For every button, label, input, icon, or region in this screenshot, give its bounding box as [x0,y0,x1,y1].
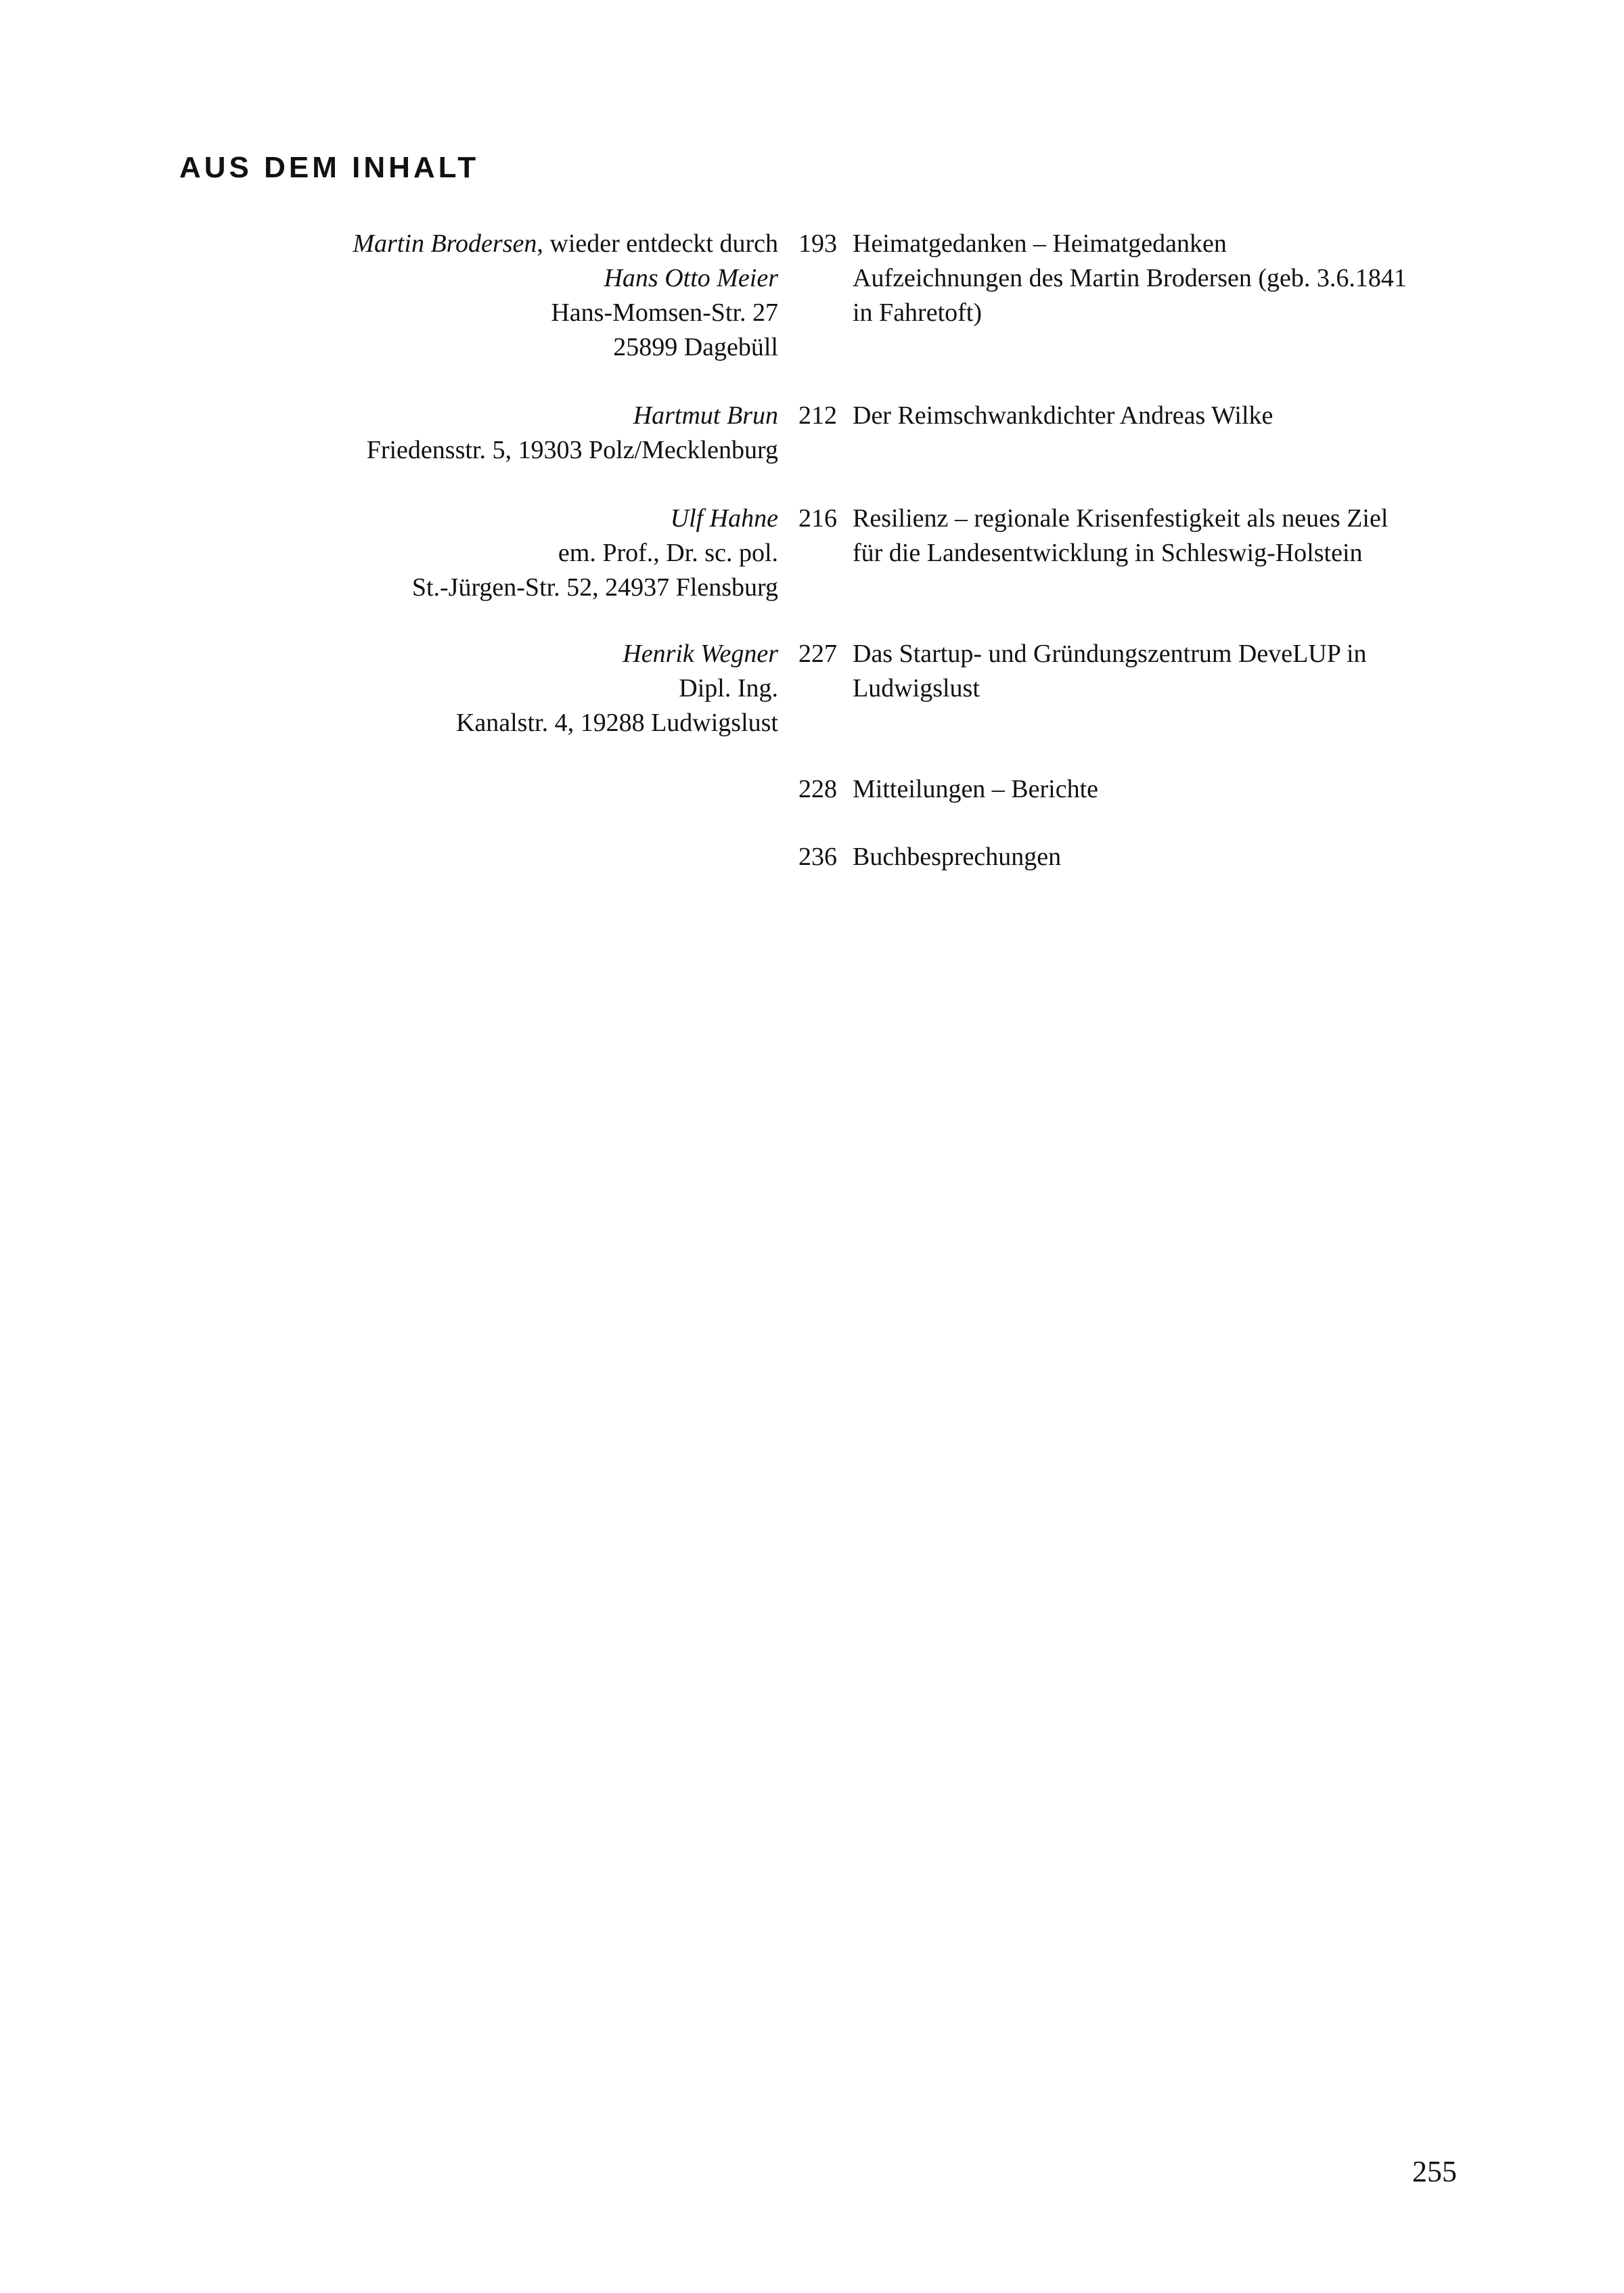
toc-page-number: 236 [798,843,837,871]
author-name: Ulf Hahne [670,504,778,533]
toc-entry [0,502,1624,605]
article-title [840,637,1449,706]
title-line: Heimatgedanken – Heimatgedanken [853,229,1227,258]
article-title [840,399,1449,433]
toc-page-number: 193 [798,229,837,258]
toc-page-number: 227 [798,640,837,668]
toc-entry [0,399,1624,468]
article-title [840,840,1449,874]
author-suffix: , wieder entdeckt durch [537,229,778,258]
toc-entry [0,840,1624,874]
title-line: Resilienz – regionale Krisenfestigkeit als neues Ziel [853,504,1389,533]
title-line: für die Landesentwicklung in Schleswig-Holstein [853,539,1363,567]
title-line: Der Reimschwankdichter Andreas Wilke [853,401,1273,430]
article-title [840,502,1449,571]
title-line: Buchbesprechungen [853,843,1062,871]
title-line: Ludwigslust [853,674,980,703]
author-block [0,502,778,605]
author-address: 25899 Dagebüll [613,333,778,361]
author-address: Hans-Momsen-Str. 27 [551,298,778,327]
author-name: Henrik Wegner [623,640,778,668]
author-line: Hans Otto Meier [604,264,778,292]
page-number: 255 [1412,2155,1457,2188]
title-line: Aufzeichnungen des Martin Brodersen (geb. 3.6.1841 [853,264,1407,292]
author-line [0,227,778,261]
toc-page-number: 212 [798,401,837,430]
page-heading: AUS DEM INHALT [179,151,480,184]
author-title: Dipl. Ing. [679,674,778,703]
table-of-contents [0,227,1624,874]
toc-page-number: 216 [798,504,837,533]
toc-page-number: 228 [798,775,837,803]
author-address: Friedensstr. 5, 19303 Polz/Mecklenburg [366,436,778,464]
toc-entry [0,637,1624,740]
toc-entry [0,772,1624,807]
article-title [840,227,1449,330]
author-block [0,637,778,740]
toc-entry [0,227,1624,365]
author-block [0,399,778,468]
article-title [840,772,1449,807]
author-name: Hartmut Brun [633,401,778,430]
author-address: St.-Jürgen-Str. 52, 24937 Flensburg [411,573,778,602]
author-title: em. Prof., Dr. sc. pol. [558,539,778,567]
title-line: in Fahretoft) [853,298,983,327]
author-name: Martin Brodersen [353,229,537,258]
title-line: Das Startup- und Gründungszentrum DeveLUP in [853,640,1367,668]
author-block [0,227,778,365]
title-line: Mitteilungen – Berichte [853,775,1099,803]
author-address: Kanalstr. 4, 19288 Ludwigslust [455,709,778,737]
